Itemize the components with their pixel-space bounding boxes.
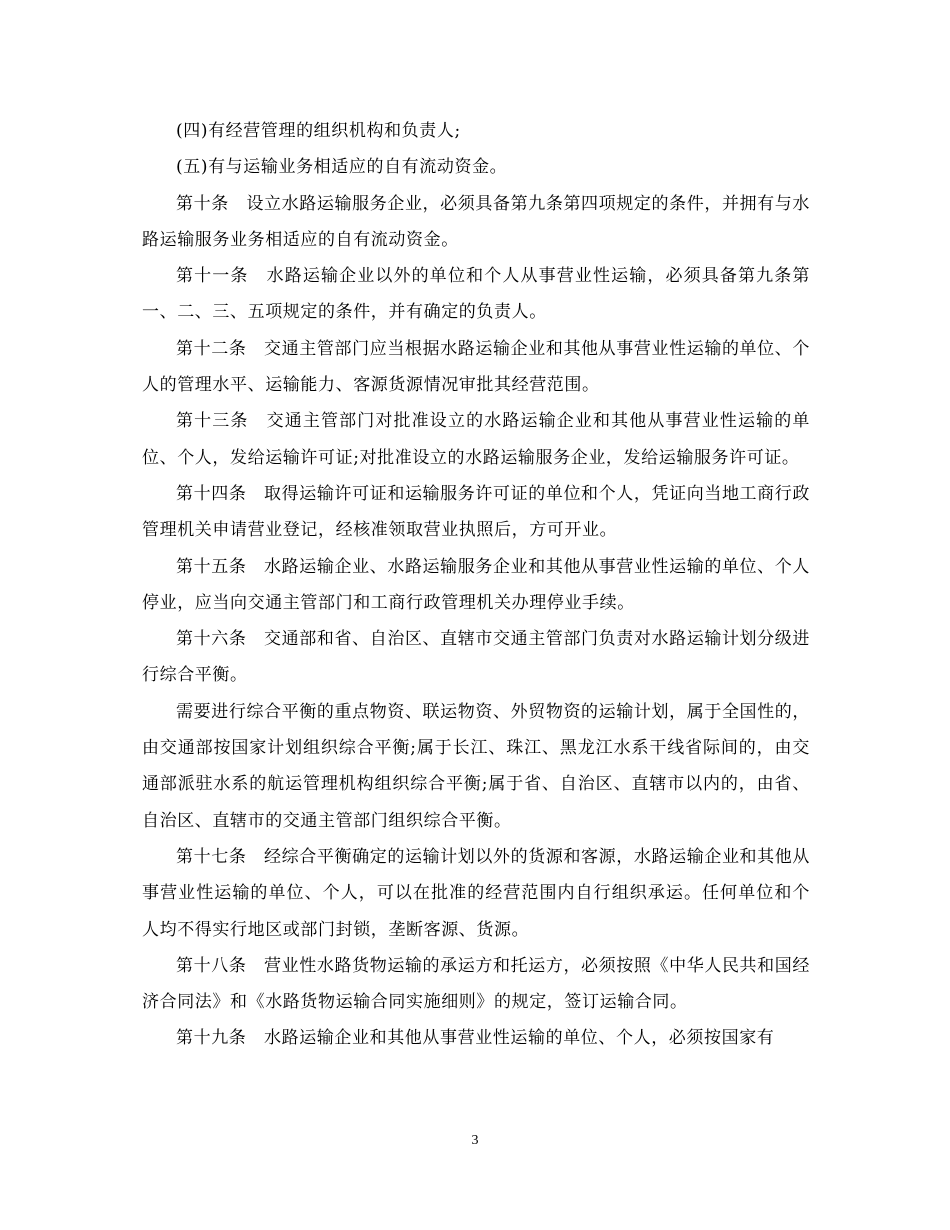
paragraph-article-16-detail: 需要进行综合平衡的重点物资、联运物资、外贸物资的运输计划，属于全国性的，由交通部按国家计划组织综合平衡;属于长江、珠江、黑龙江水系干线省际间的，由交通部派驻水系的航运管理机构组织综合平衡;属于省、自治区、直辖市以内的，由省、自治区、直辖市的交通主管部门组织综合平衡。 [142, 701, 810, 831]
document-body [142, 113, 810, 1057]
paragraph-article-12: 第十二条 交通主管部门应当根据水路运输企业和其他从事营业性运输的单位、个人的管理水平、运输能力、客源货源情况审批其经营范围。 [142, 338, 810, 396]
paragraph-article-10: 第十条 设立水路运输服务企业，必须具备第九条第四项规定的条件，并拥有与水路运输服务业务相适应的自有流动资金。 [142, 193, 810, 250]
paragraph-article-17: 第十七条 经综合平衡确定的运输计划以外的货源和客源，水路运输企业和其他从事营业性运输的单位、个人，可以在批准的经营范围内自行组织承运。任何单位和个人均不得实行地区或部门封锁，垄断客源、货源。 [142, 846, 810, 940]
paragraph-article-15: 第十五条 水路运输企业、水路运输服务企业和其他从事营业性运输的单位、个人停业，应当向交通主管部门和工商行政管理机关办理停业手续。 [142, 556, 810, 613]
paragraph-article-19: 第十九条 水路运输企业和其他从事营业性运输的单位、个人，必须按国家有 [176, 1028, 775, 1049]
paragraph-article-18: 第十八条 营业性水路货物运输的承运方和托运方，必须按照《中华人民共和国经济合同法》和《水路货物运输合同实施细则》的规定，签订运输合同。 [142, 955, 810, 1013]
paragraph-article-13: 第十三条 交通主管部门对批准设立的水路运输企业和其他从事营业性运输的单位、个人，发给运输许可证;对批准设立的水路运输服务企业，发给运输服务许可证。 [142, 411, 810, 468]
paragraph-item-5: (五)有与运输业务相适应的自有流动资金。 [176, 157, 508, 178]
paragraph-article-14: 第十四条 取得运输许可证和运输服务许可证的单位和个人，凭证向当地工商行政管理机关申请营业登记，经核准领取营业执照后，方可开业。 [142, 483, 810, 541]
paragraph-article-11: 第十一条 水路运输企业以外的单位和个人从事营业性运输，必须具备第九条第一、二、三、五项规定的条件，并有确定的负责人。 [142, 266, 810, 323]
paragraph-article-16: 第十六条 交通部和省、自治区、直辖市交通主管部门负责对水路运输计划分级进行综合平衡。 [142, 629, 810, 686]
page-number: 3 [471, 1133, 479, 1148]
paragraph-item-4: (四)有经营管理的组织机构和负责人; [176, 121, 461, 141]
